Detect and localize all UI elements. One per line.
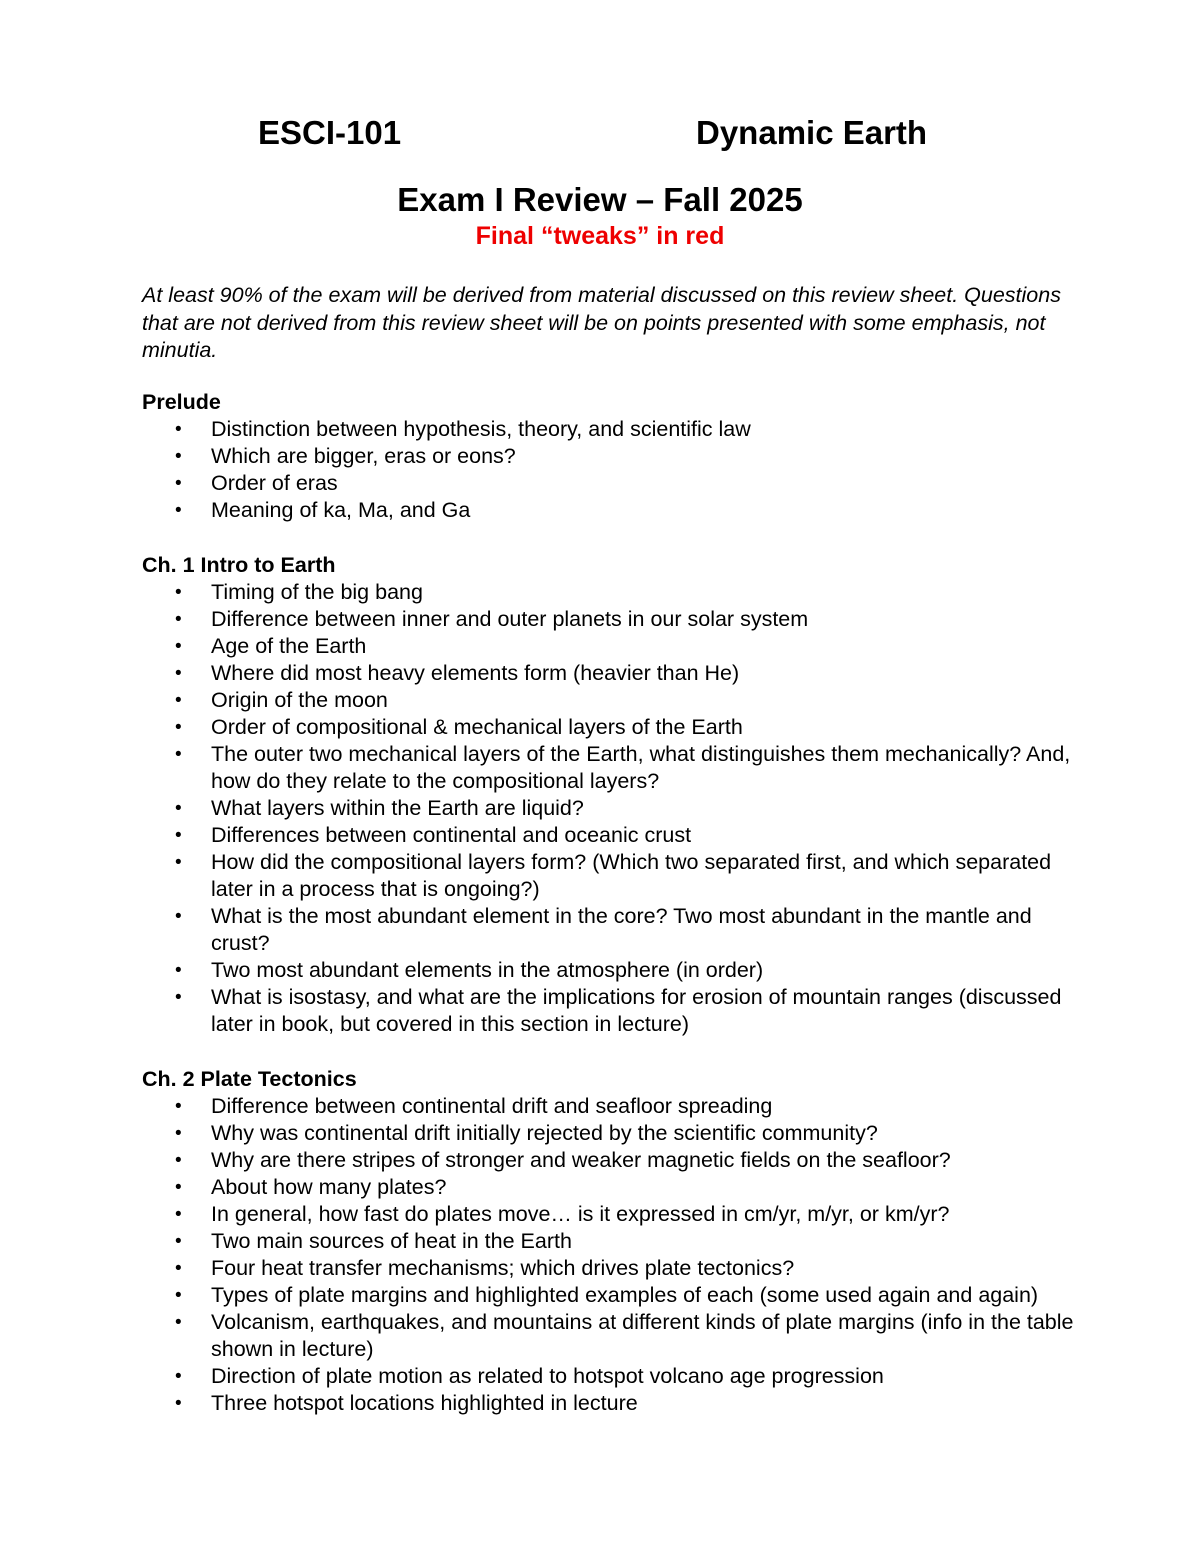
list-item [142, 1201, 1082, 1228]
list-item-text: Three hotspot locations highlighted in lecture [211, 1391, 638, 1415]
bullet-icon: • [175, 960, 182, 981]
course-header [0, 114, 1200, 158]
bullet-list [142, 579, 1082, 1038]
course-name: Dynamic Earth [696, 114, 928, 151]
list-item-text: Order of eras [211, 471, 338, 495]
list-item [142, 741, 1082, 795]
bullet-icon: • [175, 1123, 182, 1144]
list-item-text: Which are bigger, eras or eons? [211, 444, 516, 468]
list-item-text: Why was continental drift initially rejected by the scientific community? [211, 1121, 878, 1145]
section-heading: Ch. 1 Intro to Earth [142, 553, 336, 577]
list-item-text: Meaning of ka, Ma, and Ga [211, 498, 471, 522]
list-item-text: Timing of the big bang [211, 580, 423, 604]
list-item-text: Age of the Earth [211, 634, 367, 658]
section-ch1 [142, 552, 1082, 1038]
list-item [142, 660, 1082, 687]
bullet-icon: • [175, 446, 182, 467]
list-item-text: Where did most heavy elements form (heavier than He) [211, 661, 740, 685]
list-item [142, 443, 1082, 470]
list-item [142, 1282, 1082, 1309]
bullet-icon: • [175, 1096, 182, 1117]
list-item-text: Differences between continental and oceanic crust [211, 823, 692, 847]
bullet-icon: • [175, 1366, 182, 1387]
list-item-text: Origin of the moon [211, 688, 388, 712]
list-item-text: Four heat transfer mechanisms; which drives plate tectonics? [211, 1256, 795, 1280]
list-item-text: Distinction between hypothesis, theory, and scientific law [211, 417, 751, 441]
bullet-icon: • [175, 852, 182, 873]
exam-title: Exam I Review – Fall 2025 [397, 181, 803, 218]
list-item [142, 957, 1082, 984]
list-item [142, 579, 1082, 606]
list-item [142, 822, 1082, 849]
bullet-icon: • [175, 500, 182, 521]
list-item [142, 1390, 1082, 1417]
list-item-text: What is isostasy, and what are the implications for erosion of mountain ranges (discussed later in book, but covered in this section in lecture) [211, 985, 1062, 1036]
bullet-icon: • [175, 1204, 182, 1225]
bullet-icon: • [175, 1231, 182, 1252]
tweaks-note: Final “tweaks” in red [475, 222, 725, 250]
bullet-icon: • [175, 609, 182, 630]
list-item-text: Order of compositional & mechanical layers of the Earth [211, 715, 743, 739]
list-item [142, 606, 1082, 633]
bullet-icon: • [175, 1150, 182, 1171]
list-item [142, 903, 1082, 957]
list-item [142, 1309, 1082, 1363]
bullet-icon: • [175, 1177, 182, 1198]
bullet-icon: • [175, 744, 182, 765]
bullet-icon: • [175, 1285, 182, 1306]
bullet-icon: • [175, 663, 182, 684]
list-item [142, 849, 1082, 903]
bullet-icon: • [175, 690, 182, 711]
section-heading: Ch. 2 Plate Tectonics [142, 1067, 357, 1091]
list-item [142, 1255, 1082, 1282]
list-item [142, 1120, 1082, 1147]
section-prelude [142, 389, 1082, 524]
list-item-text: Two most abundant elements in the atmosphere (in order) [211, 958, 764, 982]
intro-paragraph: At least 90% of the exam will be derived from material discussed on this review sheet. Questions that are not derived from this review sheet will be on points presented with some emphasis, not minutia. [142, 283, 1061, 362]
list-item-text: Volcanism, earthquakes, and mountains at different kinds of plate margins (info in the table shown in lecture) [211, 1310, 1074, 1361]
list-item [142, 1093, 1082, 1120]
bullet-icon: • [175, 419, 182, 440]
bullet-icon: • [175, 906, 182, 927]
list-item-text: What layers within the Earth are liquid? [211, 796, 584, 820]
list-item [142, 795, 1082, 822]
list-item-text: Difference between inner and outer planets in our solar system [211, 607, 809, 631]
list-item [142, 714, 1082, 741]
list-item-text: Difference between continental drift and seafloor spreading [211, 1094, 773, 1118]
list-item [142, 1363, 1082, 1390]
list-item-text: About how many plates? [211, 1175, 447, 1199]
list-item [142, 416, 1082, 443]
list-item [142, 497, 1082, 524]
list-item [142, 984, 1082, 1038]
bullet-icon: • [175, 582, 182, 603]
list-item [142, 633, 1082, 660]
bullet-list [142, 416, 1082, 524]
list-item [142, 1174, 1082, 1201]
list-item [142, 687, 1082, 714]
course-code: ESCI-101 [258, 114, 402, 151]
bullet-list [142, 1093, 1082, 1417]
list-item-text: Why are there stripes of stronger and weaker magnetic fields on the seafloor? [211, 1148, 951, 1172]
section-ch2 [142, 1066, 1082, 1417]
bullet-icon: • [175, 987, 182, 1008]
bullet-icon: • [175, 473, 182, 494]
list-item-text: Direction of plate motion as related to hotspot volcano age progression [211, 1364, 884, 1388]
list-item-text: The outer two mechanical layers of the Earth, what distinguishes them mechanically? And, how do they relate to the compositional layers? [211, 742, 1071, 793]
bullet-icon: • [175, 825, 182, 846]
list-item [142, 470, 1082, 497]
bullet-icon: • [175, 1258, 182, 1279]
section-heading: Prelude [142, 390, 221, 414]
list-item-text: In general, how fast do plates move… is it expressed in cm/yr, m/yr, or km/yr? [211, 1202, 950, 1226]
bullet-icon: • [175, 798, 182, 819]
bullet-icon: • [175, 1312, 182, 1333]
list-item [142, 1228, 1082, 1255]
bullet-icon: • [175, 717, 182, 738]
list-item-text: Types of plate margins and highlighted examples of each (some used again and again) [211, 1283, 1039, 1307]
list-item-text: Two main sources of heat in the Earth [211, 1229, 572, 1253]
bullet-icon: • [175, 636, 182, 657]
bullet-icon: • [175, 1393, 182, 1414]
list-item-text: What is the most abundant element in the core? Two most abundant in the mantle and crust? [211, 904, 1032, 955]
list-item [142, 1147, 1082, 1174]
list-item-text: How did the compositional layers form? (Which two separated first, and which separated later in a process that is ongoing?) [211, 850, 1052, 901]
